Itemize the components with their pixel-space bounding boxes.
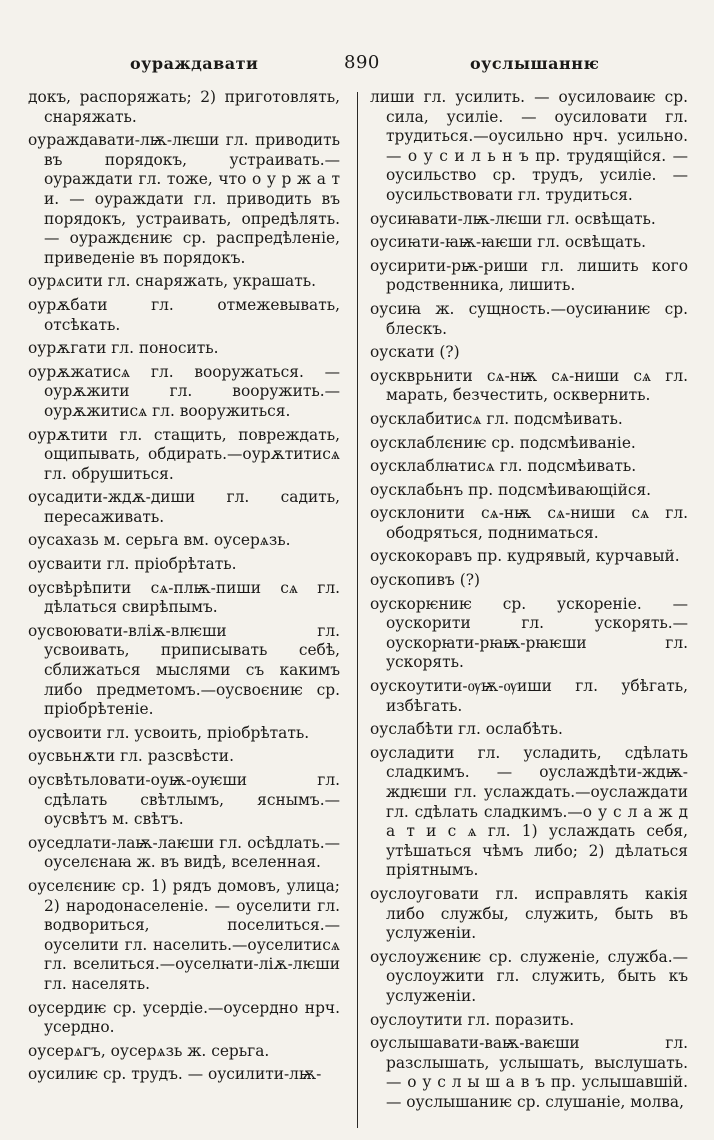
entry: оусвоити гл. усвоить, пріобрѣтать. — [28, 723, 310, 742]
entry: оусирити-рѭ-риши гл. лишить кого родственника, лишить. — [370, 256, 688, 295]
entry: оусердиѥ ср. усердіе.—оусердно нрч. усердно. — [28, 998, 340, 1037]
entry: докъ, распоряжать; 2) приготовлять, снаряжать. — [28, 88, 340, 126]
entry: оускати (?) — [370, 343, 460, 362]
entry: оусилиѥ ср. трудъ. — оусилити-лѭ- — [28, 1065, 322, 1084]
entry: оурѫжатисѧ гл. вооружаться. — оурѫжити гл. вооружить.—оурѫжитисѧ гл. вооружиться. — [28, 362, 340, 420]
entry: оусладити гл. усладить, сдѣлать сладкимъ. — оуслаждѣти-ждѭ-ждѥши гл. услаждать.—оуслаждати гл. сдѣлать сладкимъ.—о у с л а ж д а т и с ѧ гл. 1) услаждать себя, утѣшаться чѣмъ либо; 2) дѣлаться пріятнымъ. — [370, 743, 688, 880]
entry: оусклабьнъ пр. подсмѣивающійся. — [370, 480, 652, 499]
entry: оусклабитисѧ гл. подсмѣивать. — [370, 409, 623, 428]
header-left-headword: оураждавати — [130, 54, 259, 73]
entry: оускоутити-ѹѭ-ѹиши гл. убѣгать, избѣгать. — [370, 677, 688, 715]
entry: оусадити-ждѫ-диши гл. садить, пересаживать. — [28, 488, 340, 526]
entry: оуседлати-лаѭ-лаѥши гл. осѣдлать.— оуселєнаꙗ ж. въ видѣ, вселенная. — [28, 833, 340, 872]
entry: оусвьнѫти гл. разсвѣсти. — [28, 747, 234, 766]
entry: оусклаблєниѥ ср. подсмѣиваніе. — [370, 433, 636, 452]
entry: оусваити гл. пріобрѣтать. — [28, 555, 237, 574]
entry: оусвѣтьловати-оуѭ-оуѥши гл. сдѣлать свѣтлымъ, яснымъ.—оусвѣтъ м. свѣтъ. — [28, 771, 340, 829]
header-right-headword: оуслышаннѥ — [470, 54, 600, 73]
entry: оуслоутити гл. поразить. — [370, 1010, 575, 1029]
entry: оускокоравъ пр. кудрявый, курчавый. — [370, 547, 680, 566]
left-column — [28, 88, 340, 1089]
entry: оураждавати-лѭ-лѥши гл. приводить въ порядокъ, устраивать.—оураждати гл. тоже, что о у р ж а т и. — оураждати гл. приводить въ порядокъ, устраивать, опредѣлять. — оураждєниѥ ср. распредѣленіе, приведеніе въ порядокъ. — [28, 131, 340, 267]
column-divider — [357, 92, 358, 1128]
entry: оусвѣрѣпити сѧ-плѭ-пиши сѧ гл. дѣлаться свирѣпымъ. — [28, 578, 340, 617]
entry: оуслоужєниѥ ср. служеніе, служба.— оуслоужити гл. служить, быть къ услуженіи. — [370, 947, 688, 1005]
entry: оускопивъ (?) — [370, 571, 480, 590]
entry: оусвоювати-вліѫ-влѥши гл. усвоивать, приписывать себѣ, сближаться мыслями съ какимъ либо предметомъ.—оусвоєниѥ ср. пріобрѣтеніе. — [28, 621, 340, 719]
entry: оусклаблꙗтисѧ гл. подсмѣивать. — [370, 457, 637, 476]
entry: оуселєниѥ ср. 1) рядъ домовъ, улица; 2) народонаселеніе. — оуселити гл. водвориться, поселиться.—оуселити гл. населить.—оуселитисѧ гл. вселиться.—оуселꙗти-ліѫ-лѥши гл. населять. — [28, 876, 340, 993]
entry: оусиꙗвати-лѭ-лѥши гл. освѣщать. — [370, 209, 656, 228]
entry: оусахазь м. серьга вм. оусерѧзь. — [28, 531, 291, 550]
right-column — [370, 88, 688, 1117]
entry: оусиꙗти-ꙗѭ-ꙗѥши гл. освѣщать. — [370, 233, 647, 252]
entry: оускврьнити сѧ-нѭ сѧ-ниши сѧ гл. марать, безчестить, осквернить. — [370, 366, 688, 405]
entry: оуслышавати-ваѭ-ваѥши гл. разслышать, услышать, выслушать. — о у с л ы ш а в ъ пр. услышавшій.— оуслышаниѥ ср. слушаніе, молва, — [370, 1034, 688, 1111]
page-header — [0, 50, 714, 80]
entry: оурѫтити гл. стащить, повреждать, ощипывать, обдирать.—оурѫтитисѧ гл. обрушиться. — [28, 425, 340, 483]
entry: оуслоуговати гл. исправлять какія либо службы, служить, быть въ услуженіи. — [370, 884, 688, 943]
entry: оусерѧгъ, оусерѧзь ж. серьга. — [28, 1041, 270, 1060]
entry: оусиꙗ ж. сущность.—оусиꙗниѥ ср. блескъ. — [370, 299, 688, 338]
entry: лиши гл. усилить. — оусиловаиѥ ср. сила, усиліе. — оусиловати гл. трудиться.—оусильно нрч. усильно. — о у с и л ь н ъ пр. трудящійся. — оусильство ср. трудъ, усиліе. — оусильствовати гл. трудиться. — [370, 88, 688, 204]
entry: оускорѥниѥ ср. ускореніе. — оускорити гл. ускорять.—оускорꙗти-рꙗѭ-рꙗѥши гл. ускорять. — [370, 594, 688, 672]
entry: оуслабѣти гл. ослабѣть. — [370, 720, 563, 739]
entry: оурѫбати гл. отмежевывать, отсѣкать. — [28, 295, 340, 334]
entry: оусклонити сѧ-нѭ сѧ-ниши сѧ гл. ободряться, подниматься. — [370, 504, 688, 542]
entry: оурѫгати гл. поносить. — [28, 339, 219, 358]
entry: оурѧсити гл. снаряжать, украшать. — [28, 272, 317, 291]
page-number: 890 — [344, 52, 380, 73]
